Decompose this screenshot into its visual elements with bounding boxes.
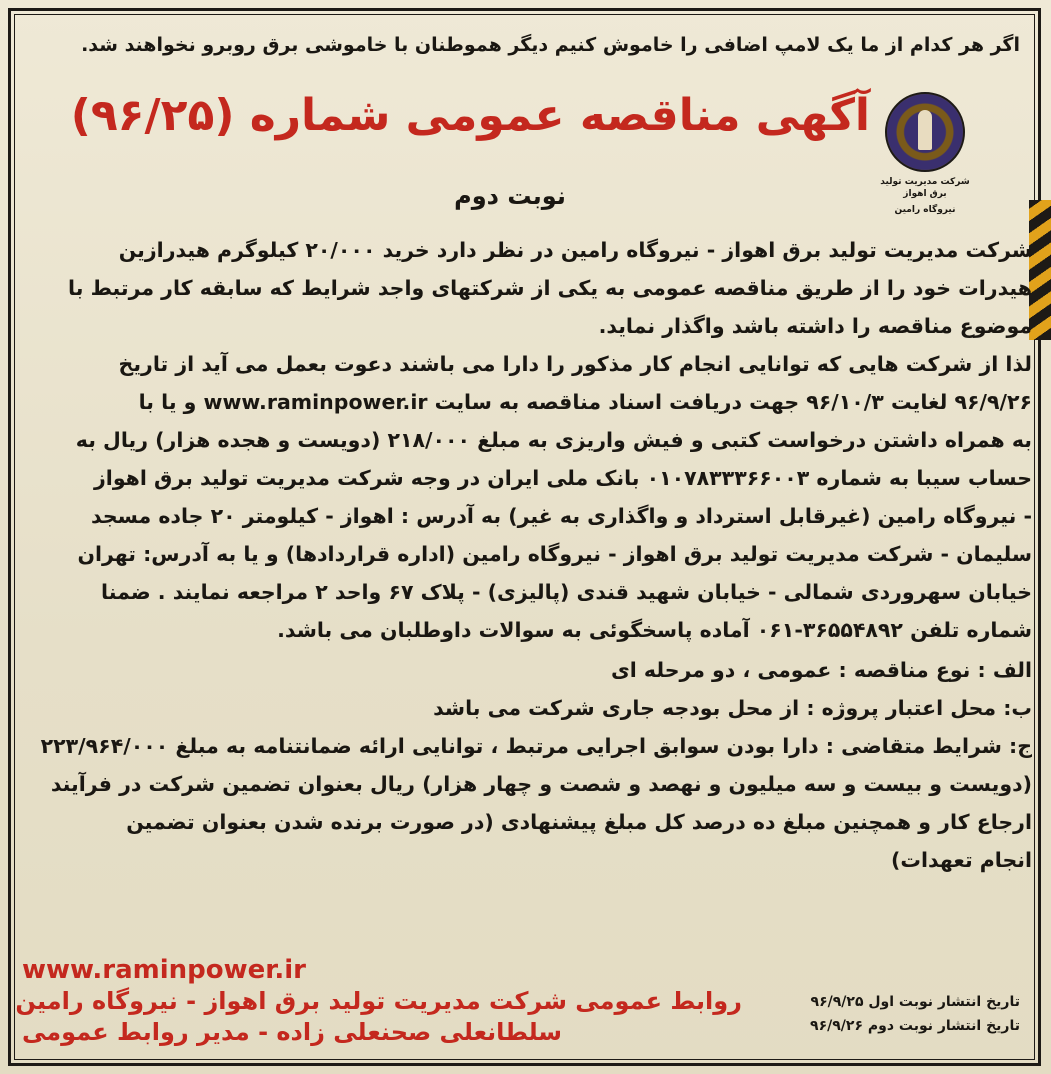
body-line: ارجاع کار و همچنین مبلغ ده درصد کل مبلغ پیشنهادی (در صورت برنده شدن بعنوان تضمین [126,810,1032,834]
second-publication-date: تاریخ انتشار نوبت دوم ۹۶/۹/۲۶ [810,1018,1020,1034]
tender-title: آگهی مناقصه عمومی شماره (۹۶/۲۵) [70,90,870,141]
first-publication-date: تاریخ انتشار نوبت اول ۹۶/۹/۲۵ [810,994,1020,1010]
body-line: انجام تعهدات) [891,848,1032,872]
funding-source: ب: محل اعتبار پروژه : از محل بودجه جاری شرکت می باشد [433,696,1032,720]
body-line: (دویست و بیست و سه میلیون و نهصد و شصت و چهار هزار) ریال بعنوان تضمین شرکت در فرآیند [50,772,1032,796]
body-line: خیابان سهروردی شمالی - خیابان شهید قندی (پالیزی) - پلاک ۶۷ واحد ۲ مراجعه نمایند . ضمنا [101,580,1032,604]
body-line: - نیروگاه رامین (غیرقابل استرداد و واگذاری به غیر) به آدرس : اهواز - کیلومتر ۲۰ جاده مسجد [91,504,1032,528]
body-line: هیدرات خود را از طریق مناقصه عمومی به یکی از شرکتهای واجد شرایط که سابقه کار مرتبط با [68,276,1032,300]
company-logo-icon [885,92,965,172]
body-line: موضوع مناقصه را داشته باشد واگذار نماید. [598,314,1032,338]
body-line: لذا از شرکت هایی که توانایی انجام کار مذکور را دارا می باشند دعوت بعمل می آید از تاریخ [118,352,1032,376]
website-link[interactable]: www.raminpower.ir [22,955,307,985]
energy-saving-slogan: اگر هر کدام از ما یک لامپ اضافی را خاموش کنیم دیگر هموطنان با خاموشی برق روبرو نخواهند شد. [81,34,1020,56]
public-relations-line: روابط عمومی شرکت مدیریت تولید برق اهواز - نیروگاه رامین [15,987,742,1015]
body-line: ۹۶/۹/۲۶ لغایت ۹۶/۱۰/۳ جهت دریافت اسناد مناقصه به سایت www.raminpower.ir و یا با [138,390,1032,414]
logo-caption-line1: شرکت مدیریت تولید برق اهواز [880,177,970,199]
logo-caption-line2: نیروگاه رامین [894,205,956,215]
body-line: حساب سیبا به شماره ۰۱۰۷۸۳۳۳۶۶۰۰۳ بانک ملی ایران در وجه شرکت مدیریت تولید برق اهواز [94,466,1032,490]
tender-type: الف : نوع مناقصه : عمومی ، دو مرحله ای [610,658,1032,682]
decorative-stripes [1029,200,1051,340]
body-line: شرکت مدیریت تولید برق اهواز - نیروگاه رامین در نظر دارد خرید ۲۰/۰۰۰ کیلوگرم هیدرازین [118,238,1032,262]
announcement-round: نوبت دوم [454,182,566,210]
pr-manager-line: سلطانعلی صحنعلی زاده - مدیر روابط عمومی [22,1018,562,1046]
body-line: سلیمان - شرکت مدیریت تولید برق اهواز - نیروگاه رامین (اداره قراردادها) و یا به آدرس: تهران [77,542,1032,566]
applicant-conditions: ج: شرایط متقاضی : دارا بودن سوابق اجرایی مرتبط ، توانایی ارائه ضمانتنامه به مبلغ ۲۲۳/۹۶۴/۰۰۰ [40,734,1032,758]
company-logo [880,92,970,215]
body-line: شماره تلفن ۳۶۵۵۴۸۹۲-۰۶۱ آماده پاسخگوئی به سوالات داوطلبان می باشد. [277,618,1032,642]
body-line: به همراه داشتن درخواست کتبی و فیش واریزی به مبلغ ۲۱۸/۰۰۰ (دویست و هجده هزار) ریال به [75,428,1032,452]
